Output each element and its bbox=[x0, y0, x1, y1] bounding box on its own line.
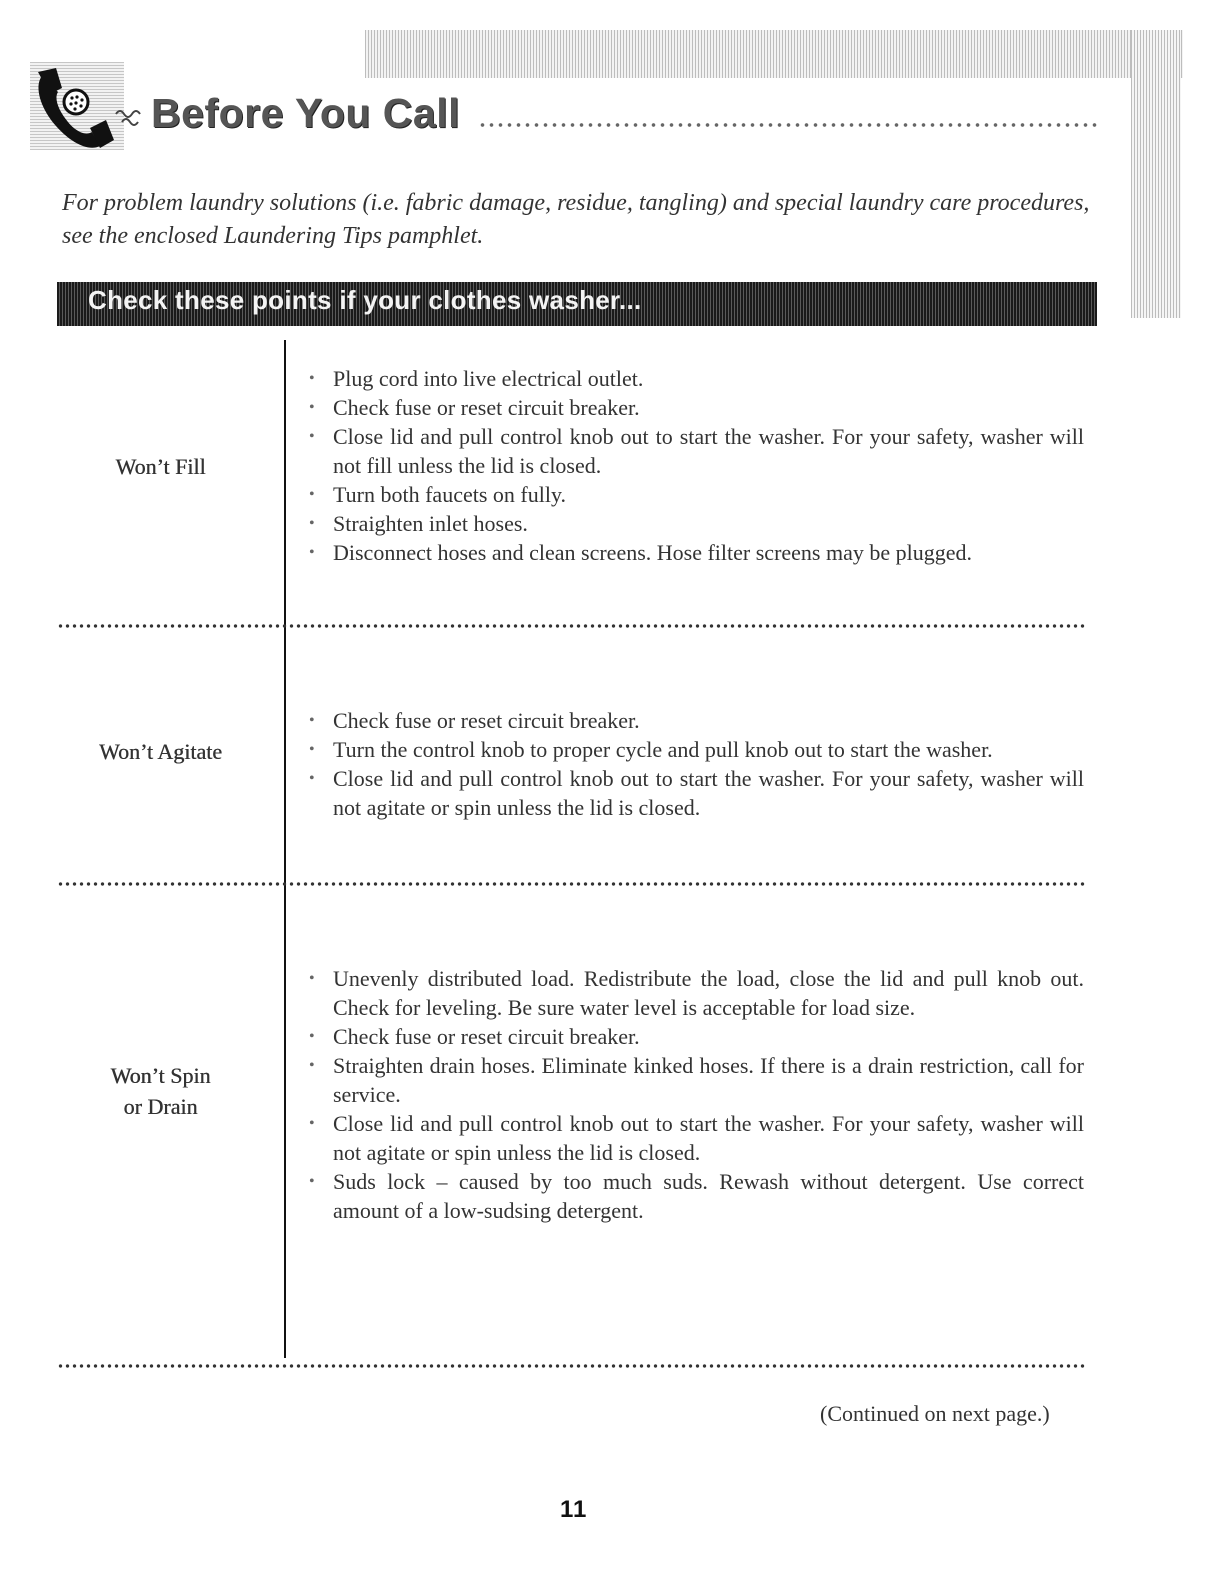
list-item: • Plug cord into live electrical outlet. bbox=[309, 364, 1084, 393]
list-item: • Suds lock – caused by too much suds. Rewash without detergent. Use correct amount of a low-sudsing detergent. bbox=[309, 1167, 1084, 1225]
list-item: • Straighten drain hoses. Eliminate kinked hoses. If there is a drain restriction, call for service. bbox=[309, 1051, 1084, 1109]
side-decorative-band bbox=[1131, 30, 1181, 318]
solution-list bbox=[309, 364, 1084, 567]
list-item: • Close lid and pull control knob out to start the washer. For your safety, washer will not agitate or spin unless the lid is closed. bbox=[309, 1109, 1084, 1167]
row-divider bbox=[57, 880, 1087, 888]
list-item: • Check fuse or reset circuit breaker. bbox=[309, 706, 1084, 735]
section-banner-text: Check these points if your clothes washer... bbox=[88, 285, 642, 315]
header-band-gap bbox=[365, 78, 1131, 82]
list-item: • Close lid and pull control knob out to start the washer. For your safety, washer will not agitate or spin unless the lid is closed. bbox=[309, 764, 1084, 822]
solution-list bbox=[309, 706, 1084, 822]
solution-list bbox=[309, 964, 1084, 1225]
problem-label bbox=[57, 736, 264, 767]
header-decorative-band bbox=[365, 30, 1183, 78]
list-item: • Close lid and pull control knob out to start the washer. For your safety, washer will not fill unless the lid is closed. bbox=[309, 422, 1084, 480]
row-divider bbox=[57, 622, 1087, 630]
intro-note: For problem laundry solutions (i.e. fabric damage, residue, tangling) and special laundry care procedures, see the enclosed Laundering Tips pamphlet. bbox=[62, 190, 1090, 249]
problem-label-line: Won’t Spin bbox=[110, 1063, 211, 1088]
phone-icon bbox=[30, 62, 130, 152]
problem-label bbox=[57, 1060, 264, 1122]
list-item: • Straighten inlet hoses. bbox=[309, 509, 1084, 538]
continued-note: (Continued on next page.) bbox=[820, 1401, 1050, 1426]
table-column-divider bbox=[284, 340, 286, 1358]
problem-label-line: Won’t Agitate bbox=[98, 739, 223, 764]
list-item: • Disconnect hoses and clean screens. Hose filter screens may be plugged. bbox=[309, 538, 1084, 567]
page-number: 11 bbox=[560, 1496, 588, 1523]
problem-label-line: or Drain bbox=[123, 1094, 198, 1119]
row-divider bbox=[57, 1362, 1087, 1370]
list-item: • Check fuse or reset circuit breaker. bbox=[309, 1022, 1084, 1051]
title-dotted-rule bbox=[478, 121, 1100, 129]
problem-label-line: Won’t Fill bbox=[115, 454, 206, 479]
list-item: • Turn the control knob to proper cycle and pull knob out to start the washer. bbox=[309, 735, 1084, 764]
list-item: • Turn both faucets on fully. bbox=[309, 480, 1084, 509]
list-item: • Unevenly distributed load. Redistribute the load, close the lid and pull knob out. Check for leveling. Be sure water level is acceptable for load size. bbox=[309, 964, 1084, 1022]
page-title: Before You Call bbox=[151, 90, 460, 136]
list-item: • Check fuse or reset circuit breaker. bbox=[309, 393, 1084, 422]
problem-label bbox=[57, 451, 264, 482]
